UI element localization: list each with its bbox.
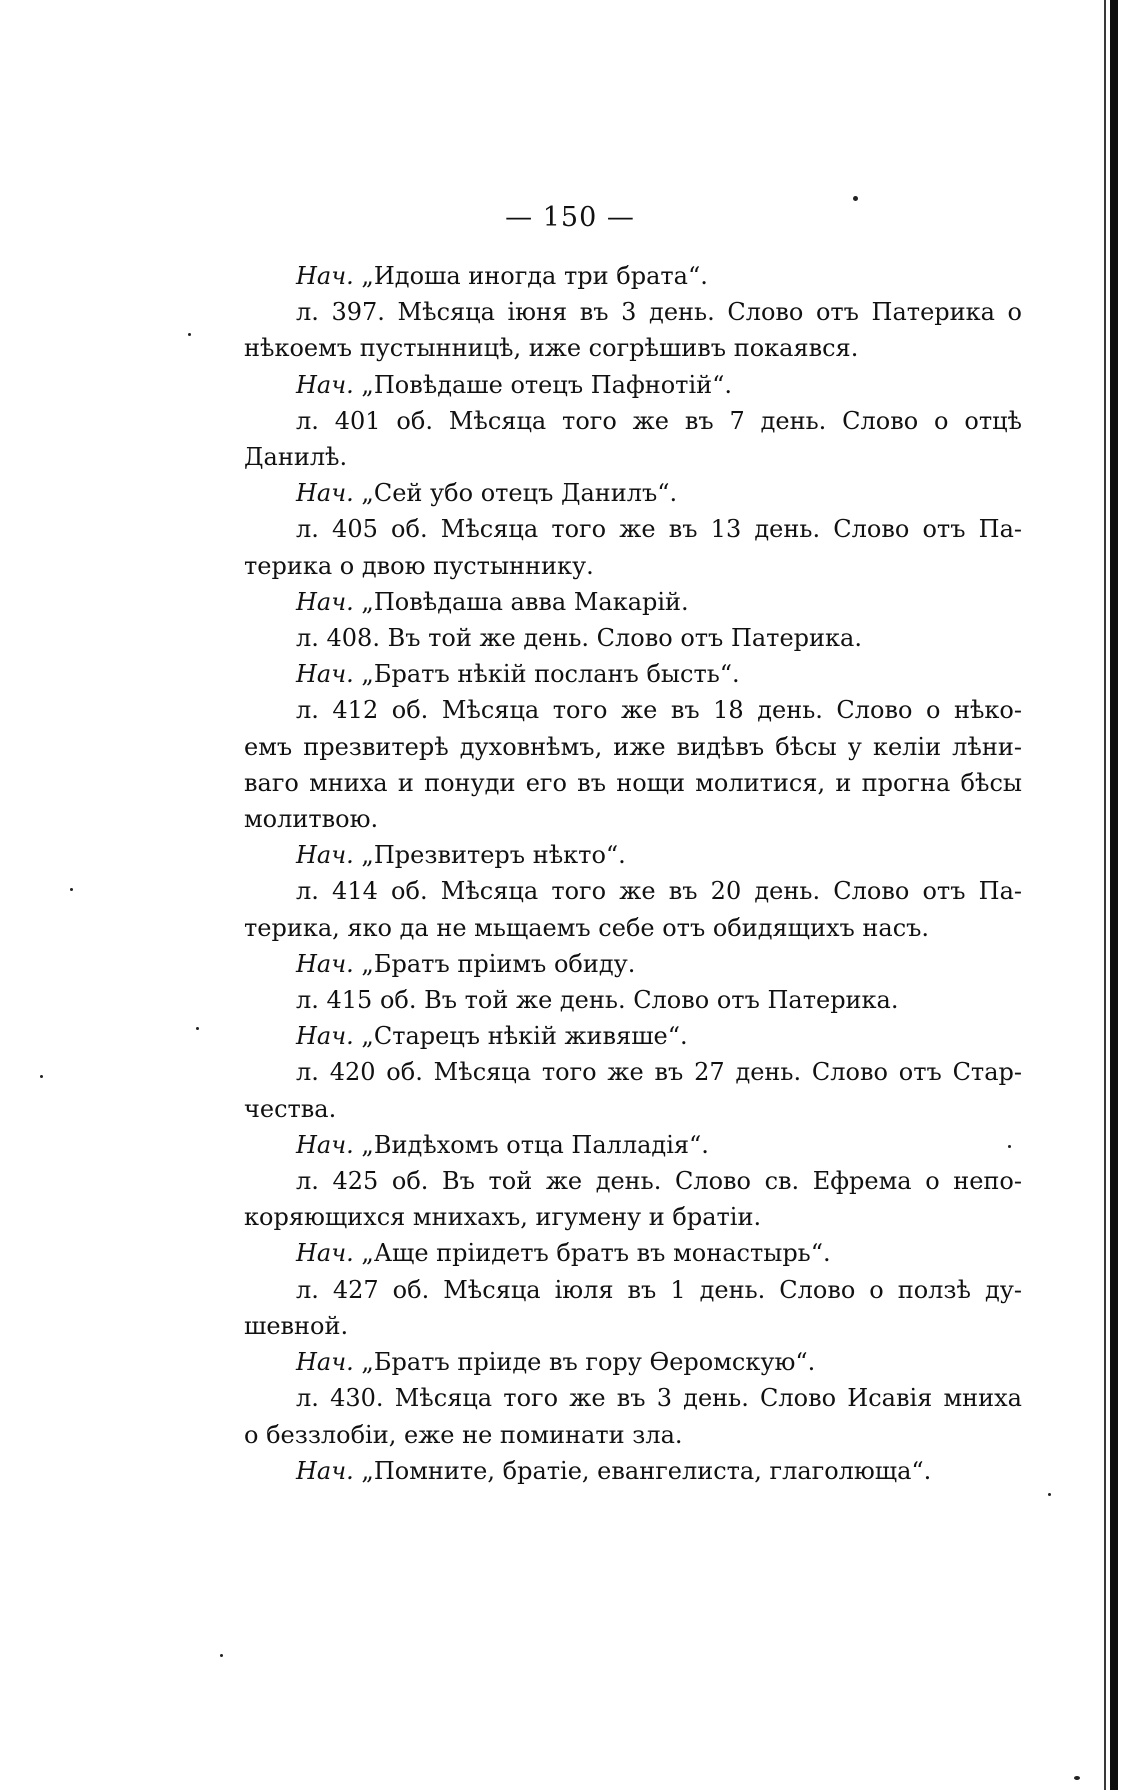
catalog-entry (244, 403, 1022, 475)
incipit-line (244, 1127, 1022, 1163)
incipit-quote: „Старецъ нѣкій живяше“. (353, 1022, 688, 1051)
incipit-text (244, 1235, 1022, 1271)
entry-line: ваго мниха и понуди его въ нощи молитися, и прогна бѣсы (244, 768, 1022, 797)
incipit-line (244, 1344, 1022, 1380)
incipit-label: Нач. (296, 262, 354, 290)
entry-line: емъ презвитерѣ духовнѣмъ, иже видѣвъ бѣсы у келіи лѣни- (244, 732, 1022, 761)
incipit-quote: „Помните, братіе, евангелиста, глаголюща“. (353, 1456, 932, 1485)
incipit-line (244, 1018, 1022, 1054)
incipit-label: Нач. (296, 370, 354, 399)
scan-speck (40, 1075, 43, 1078)
scan-speck (70, 888, 73, 891)
catalog-entry (244, 511, 1022, 583)
incipit-text (244, 584, 1022, 620)
incipit-quote: „Братъ пріимъ обиду. (353, 949, 636, 978)
scan-speck (853, 196, 858, 201)
incipit-text (244, 1453, 1022, 1489)
incipit-text (244, 475, 1022, 511)
incipit-quote: „Повѣдаше отецъ Пафнотій“. (353, 370, 733, 399)
incipit-line (244, 475, 1022, 511)
incipit-quote: „Аще пріидетъ братъ въ монастырь“. (353, 1239, 831, 1268)
entry-line: л. 397. Мѣсяца іюня въ 3 день. Слово отъ Патерика о (296, 298, 1022, 327)
incipit-text (244, 837, 1022, 873)
incipit-text (244, 1127, 1022, 1163)
incipit-label: Нач. (296, 1239, 354, 1268)
entry-line: нѣкоемъ пустынницѣ, иже согрѣшивъ покаявся. (244, 334, 859, 363)
incipit-quote: „Братъ нѣкій посланъ бысть“. (353, 660, 740, 689)
catalog-entry (244, 1163, 1022, 1235)
entry-line: л. 408. Въ той же день. Слово отъ Патерика. (296, 624, 862, 653)
entry-line: терика, яко да не мьщаемъ себе отъ обидящихъ насъ. (244, 913, 930, 942)
incipit-line (244, 584, 1022, 620)
catalog-text (244, 258, 1022, 1489)
page-edge-shadow (1104, 0, 1106, 1790)
incipit-label: Нач. (296, 1022, 354, 1051)
entry-line: коряющихся мнихахъ, игумену и братіи. (244, 1203, 762, 1232)
incipit-quote: „Повѣдаша авва Макарій. (353, 587, 689, 616)
catalog-entry (244, 294, 1022, 366)
incipit-quote: „Идоша иногда три брата“. (353, 262, 708, 290)
scan-speck (196, 1027, 199, 1030)
incipit-label: Нач. (296, 1130, 354, 1159)
incipit-line (244, 258, 1022, 294)
entry-line: л. 405 об. Мѣсяца того же въ 13 день. Слово отъ Па- (296, 515, 1022, 544)
incipit-label: Нач. (296, 949, 354, 978)
page-edge-shadow-bar (1110, 0, 1118, 1790)
incipit-text (244, 1018, 1022, 1054)
entry-line: л. 401 об. Мѣсяца того же въ 7 день. Слово о отцѣ (296, 406, 1022, 435)
entry-line: л. 412 об. Мѣсяца того же въ 18 день. Слово о нѣко- (296, 696, 1022, 725)
catalog-entry (244, 982, 1022, 1018)
scan-speck (220, 1654, 223, 1657)
incipit-quote: „Сей убо отецъ Данилъ“. (353, 479, 678, 508)
incipit-label: Нач. (296, 841, 354, 870)
entry-line: Данилѣ. (244, 443, 348, 472)
entry-line: л. 427 об. Мѣсяца іюля въ 1 день. Слово о ползѣ ду- (296, 1275, 1022, 1304)
entry-line: л. 425 об. Въ той же день. Слово св. Ефрема о непо- (296, 1167, 1022, 1196)
entry-line: л. 415 об. Въ той же день. Слово отъ Патерика. (296, 986, 899, 1015)
incipit-line (244, 946, 1022, 982)
incipit-label: Нач. (296, 660, 354, 689)
entry-line: терика о двою пустыннику. (244, 551, 594, 580)
incipit-label: Нач. (296, 1348, 354, 1377)
scan-speck (1048, 1493, 1051, 1496)
incipit-quote: „Видѣхомъ отца Палладія“. (353, 1130, 709, 1159)
catalog-entry (244, 1380, 1022, 1452)
entry-line: л. 414 об. Мѣсяца того же въ 20 день. Слово отъ Па- (296, 877, 1022, 906)
catalog-entry (244, 620, 1022, 656)
incipit-label: Нач. (296, 587, 354, 616)
catalog-entry (244, 1054, 1022, 1126)
incipit-label: Нач. (296, 479, 354, 508)
entry-line: чества. (244, 1094, 337, 1123)
incipit-line (244, 1235, 1022, 1271)
incipit-line (244, 1453, 1022, 1489)
entry-line: л. 420 об. Мѣсяца того же въ 27 день. Слово отъ Стар- (296, 1058, 1022, 1087)
incipit-text (244, 1344, 1022, 1380)
incipit-line (244, 367, 1022, 403)
incipit-quote: „Братъ пріиде въ гору Ѳеромскую“. (353, 1348, 816, 1377)
incipit-label: Нач. (296, 1456, 354, 1485)
incipit-text (244, 367, 1022, 403)
entry-line: шевной. (244, 1311, 349, 1340)
incipit-line (244, 837, 1022, 873)
incipit-text (244, 656, 1022, 692)
scan-speck (188, 333, 191, 336)
incipit-line (244, 656, 1022, 692)
scan-speck (1074, 1776, 1080, 1780)
incipit-text (244, 258, 1022, 294)
entry-line: о беззлобіи, еже не поминати зла. (244, 1420, 683, 1449)
catalog-entry (244, 692, 1022, 837)
catalog-entry (244, 1272, 1022, 1344)
incipit-text (244, 946, 1022, 982)
catalog-entry (244, 873, 1022, 945)
entry-line: л. 430. Мѣсяца того же въ 3 день. Слово Исавія мниха (296, 1384, 1022, 1413)
page-number: — 150 — (505, 202, 635, 233)
entry-line: молитвою. (244, 805, 379, 834)
incipit-quote: „Презвитеръ нѣкто“. (353, 841, 626, 870)
